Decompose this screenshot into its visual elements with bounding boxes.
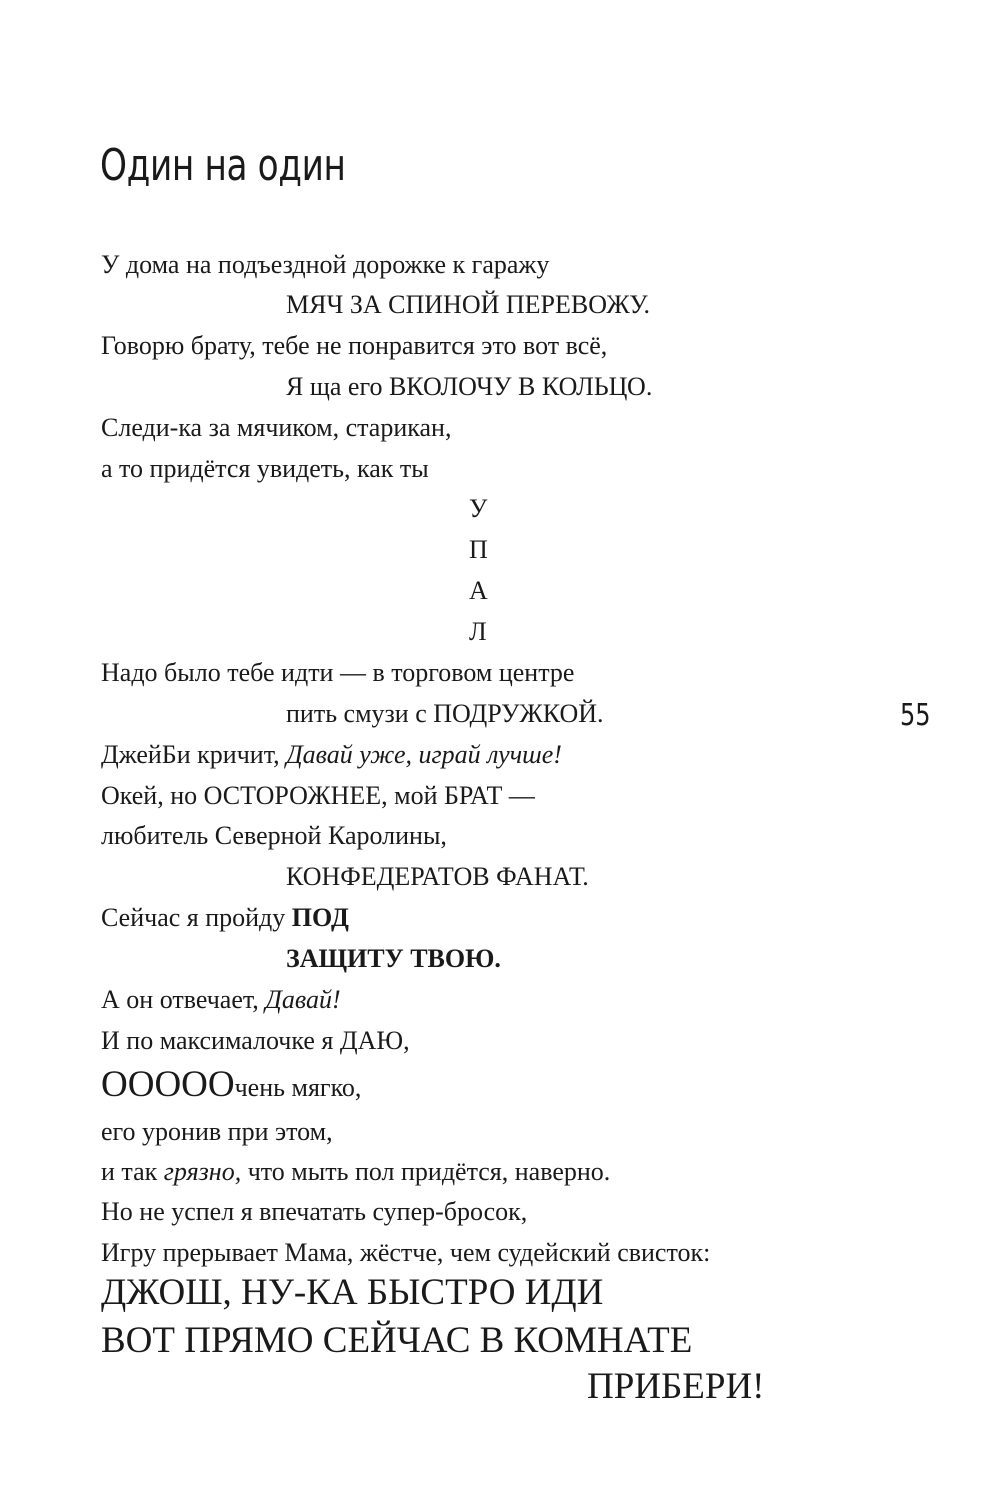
falling-letter: Л	[469, 617, 487, 646]
line-text: что мыть пол придётся, наверно.	[241, 1157, 611, 1186]
line-text: и так	[101, 1157, 164, 1186]
poem-line: Я ща его ВКОЛОЧУ В КОЛЬЦО.	[286, 372, 653, 401]
poem-line: Следи-ка за мячиком, старикан,	[101, 413, 452, 442]
poem-line: Окей, но ОСТОРОЖНЕЕ, мой БРАТ —	[101, 781, 535, 810]
mom-shout-line: ВОТ ПРЯМО СЕЙЧАС В КОМНАТЕ	[101, 1320, 693, 1361]
poem-line: Надо было тебе идти — в торговом центре	[101, 658, 575, 687]
line-text: чень мягко,	[234, 1073, 362, 1102]
line-text: ДжейБи кричит,	[101, 740, 287, 769]
poem-line	[101, 987, 341, 1013]
line-text: Сейчас я пройду	[101, 903, 292, 932]
poem-line: ЗАЩИТУ ТВОЮ.	[286, 944, 501, 973]
poem-line: Но не успел я впечатать супер-бросок,	[101, 1197, 528, 1226]
poem-line: КОНФЕДЕРАТОВ ФАНАТ.	[286, 862, 589, 891]
line-text: А он отвечает,	[101, 985, 266, 1014]
poem-line: У дома на подъездной дорожке к гаражу	[101, 250, 550, 279]
poem-line: Говорю брату, тебе не понравится это вот всё,	[101, 331, 608, 360]
poem-line	[101, 1159, 610, 1185]
enlarged-text: ООООО	[101, 1064, 235, 1105]
poem-line: а то придётся увидеть, как ты	[101, 454, 429, 483]
poem-title: Один на один	[100, 140, 346, 191]
falling-letter: У	[469, 494, 488, 523]
poem-line	[101, 742, 562, 768]
italic-word: грязно,	[163, 1157, 242, 1186]
falling-letter: А	[469, 576, 488, 605]
italic-quote: Давай уже, играй лучше!	[286, 740, 562, 769]
mom-shout-line: ПРИБЕРИ!	[587, 1366, 765, 1407]
poem-line: Игру прерывает Мама, жёстче, чем судейский свисток:	[101, 1238, 711, 1267]
bold-text: ПОД	[291, 903, 349, 932]
poem-line: его уронив при этом,	[101, 1117, 333, 1146]
mom-shout-line: ДЖОШ, НУ-КА БЫСТРО ИДИ	[101, 1272, 604, 1313]
falling-letter: П	[469, 535, 488, 564]
italic-quote: Давай!	[265, 985, 341, 1014]
poem-line: любитель Северной Каролины,	[101, 821, 447, 850]
poem-line: И по максималочке я ДАЮ,	[101, 1026, 410, 1055]
poem-line: пить смузи с ПОДРУЖКОЙ.	[286, 699, 604, 728]
poem-line	[101, 1066, 361, 1103]
poem-line	[101, 905, 349, 931]
page-number: 55	[900, 698, 931, 733]
poem-line: МЯЧ ЗА СПИНОЙ ПЕРЕВОЖУ.	[286, 290, 650, 319]
